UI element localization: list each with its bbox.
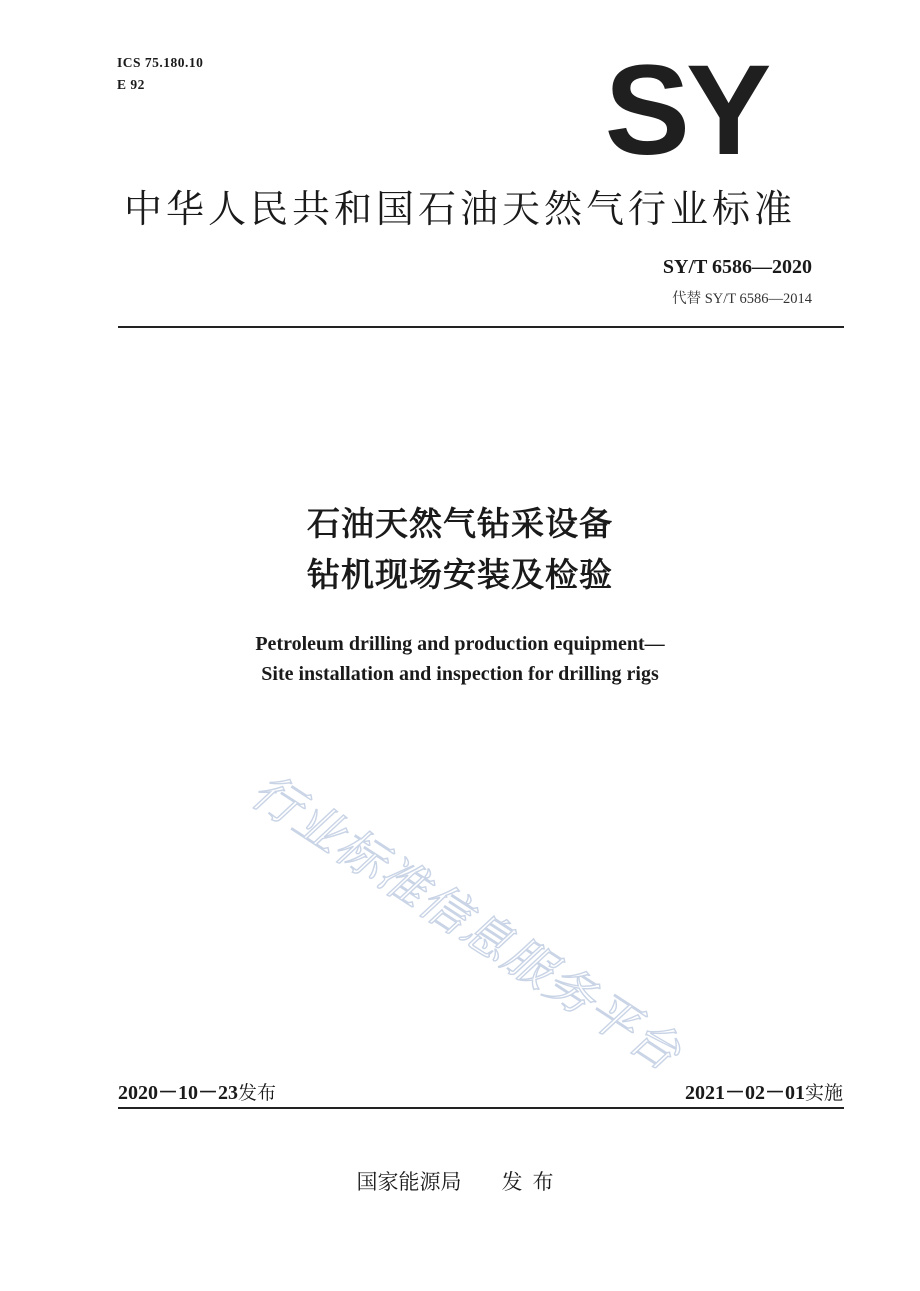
watermark	[248, 760, 768, 1100]
classification-codes	[117, 52, 203, 96]
title-en-line1: Petroleum drilling and production equipment—	[255, 633, 665, 655]
issue-date-value: 2020－10－23	[118, 1082, 238, 1104]
org-title: 中华人民共和国石油天然气行业标准	[123, 187, 796, 231]
issue-label: 发布	[238, 1082, 277, 1104]
sy-logo-graphic	[596, 50, 776, 170]
replaces-standard: 代替 SY/T 6586—2014	[672, 291, 812, 307]
standard-number: SY/T 6586—2020	[662, 256, 812, 278]
implementation-date-value: 2021－02－01	[684, 1082, 805, 1104]
publish-label: 发布	[501, 1170, 564, 1194]
sy-logo-text: SY	[604, 50, 768, 170]
implementation-date	[685, 1076, 843, 1105]
publisher-name: 国家能源局	[356, 1170, 462, 1194]
ics-code: ICS 75.180.10	[117, 55, 204, 70]
title-cn-line1: 石油天然气钻采设备	[307, 504, 613, 543]
title-en-line2: Site installation and inspection for drilling rigs	[261, 663, 659, 685]
ccs-code: E 92	[117, 77, 145, 92]
publisher-line	[0, 1166, 920, 1196]
title-cn-line2: 钻机现场安装及检验	[307, 555, 613, 594]
implementation-label: 实施	[804, 1082, 843, 1104]
footer-divider	[118, 1107, 844, 1109]
header-divider	[118, 326, 844, 328]
watermark-graphic	[248, 760, 768, 1100]
sy-logo-icon	[596, 50, 776, 170]
watermark-text: 行业标准信息服务平台	[248, 763, 692, 1083]
issue-date	[118, 1076, 276, 1105]
